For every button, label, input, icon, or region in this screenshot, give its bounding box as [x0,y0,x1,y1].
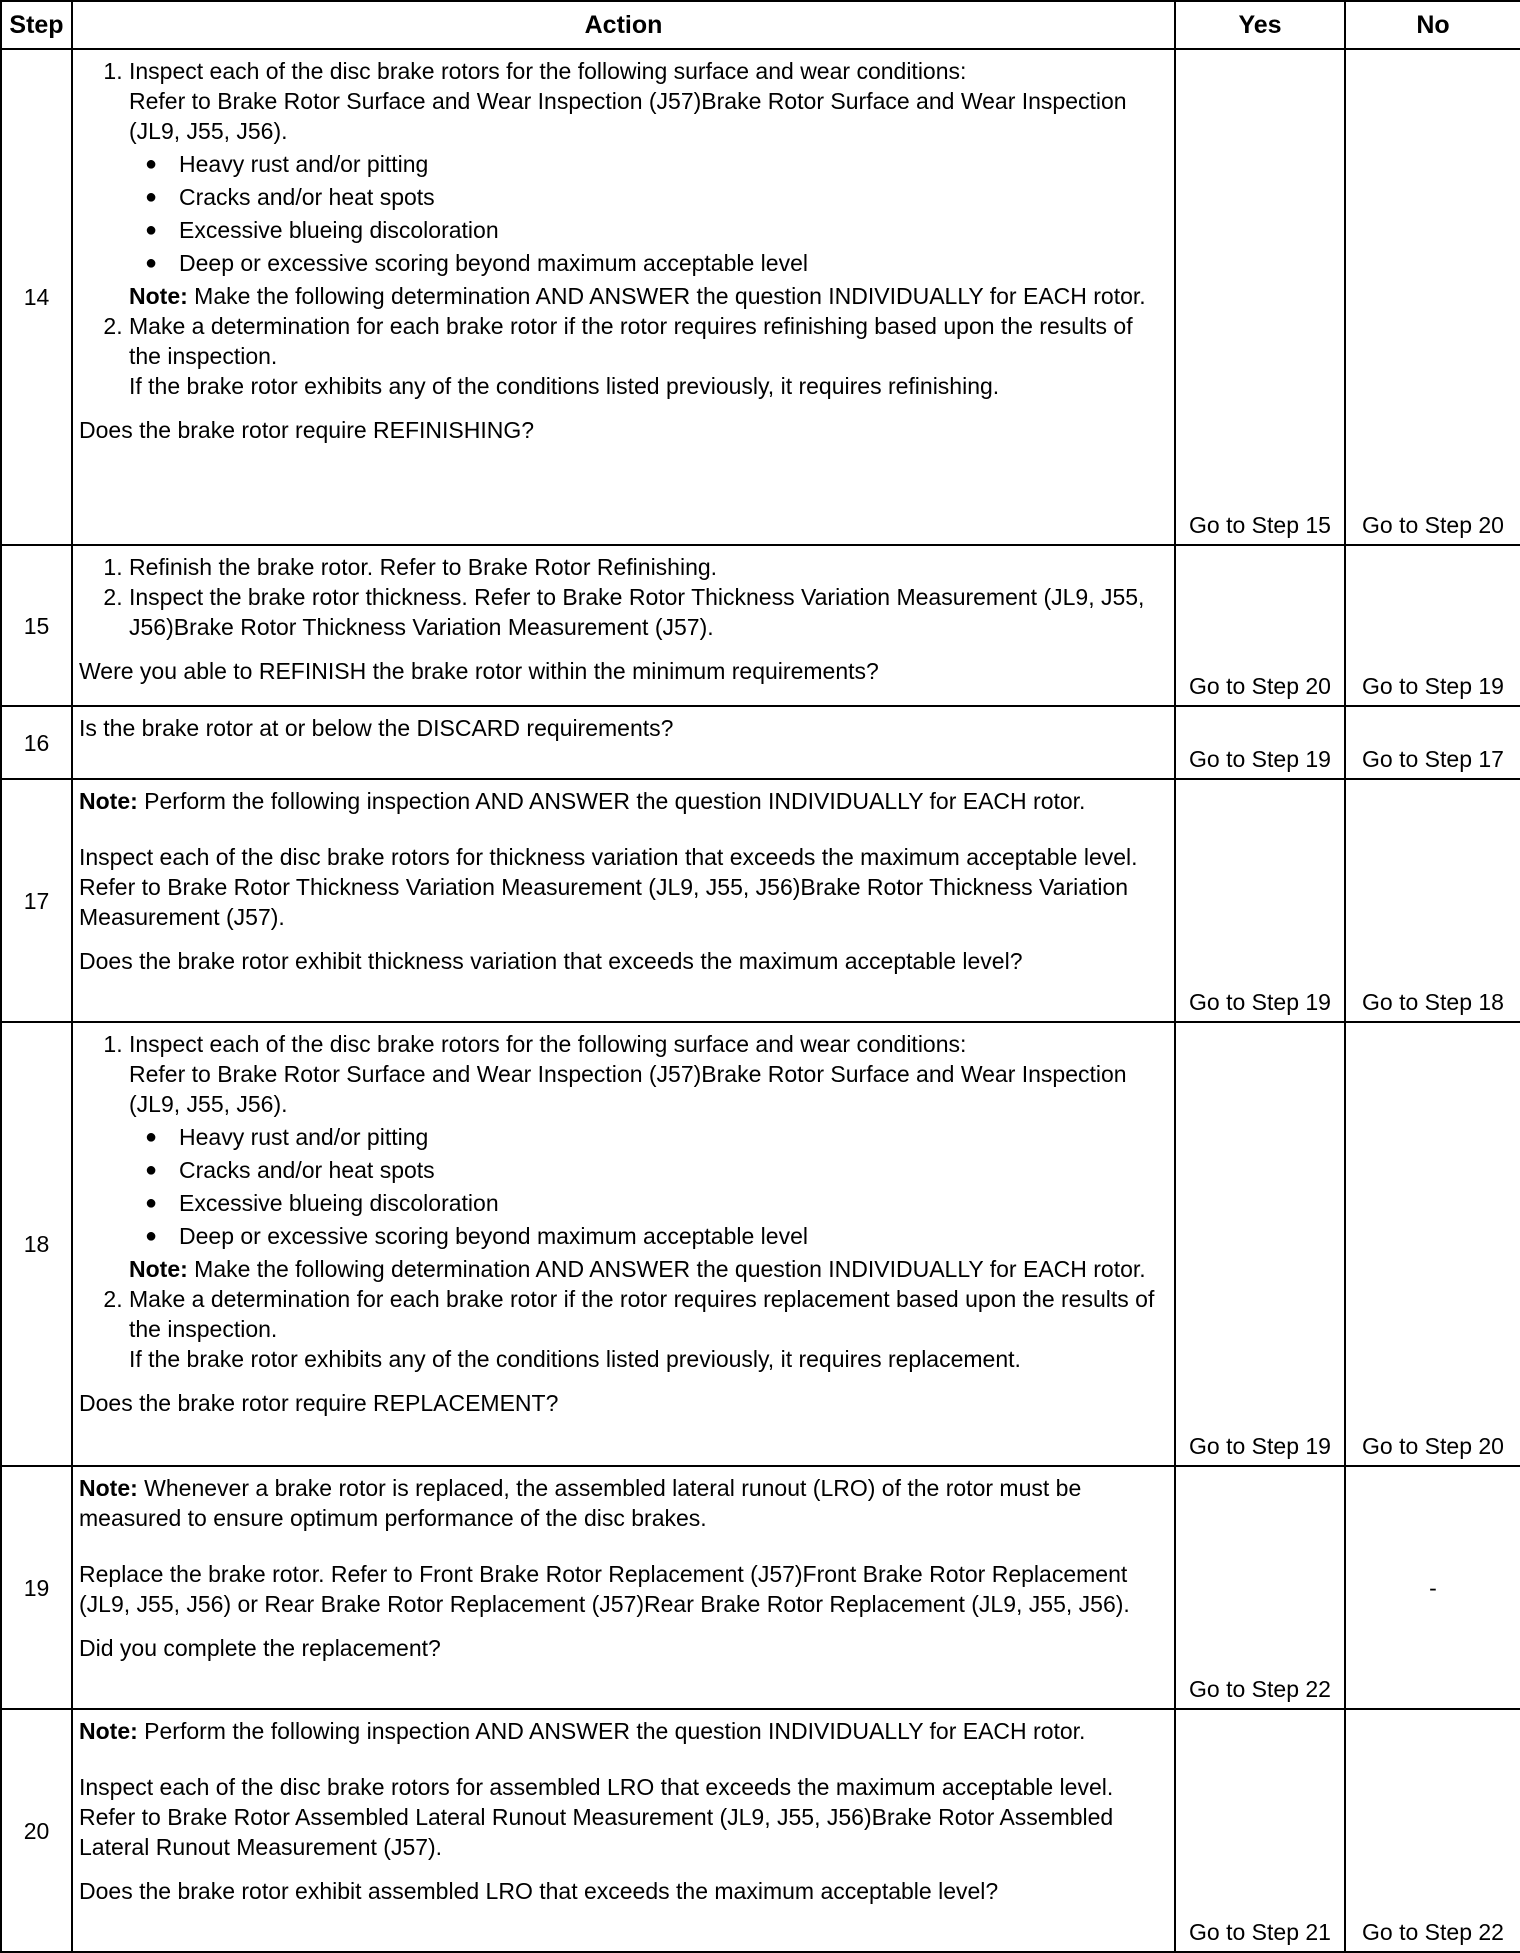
step-number: 17 [1,779,72,1022]
question: Does the brake rotor require REFINISHING? [79,417,535,443]
no-cell: Go to Step 19 [1345,545,1520,706]
step-number: 14 [1,49,72,545]
list-item: 1. Inspect each of the disc brake rotors for the following surface and wear conditions: Refer to Brake Rotor Surface and Wear Inspection (J57)Brake Rotor Surface and Wear Inspection (JL9, J55, J56). ● Heavy rust and/or pitting ● Cracks and/or heat spots ● Excessive blueing discoloration ● Deep or excessive scoring beyond maximum acceptable level Note: Make the following determination AND ANSWER the question INDIVIDUALLY for EACH rotor. [129,1029,1168,1284]
step-row-19 [1,1466,1520,1709]
list-item: ● Cracks and/or heat spots [179,182,1168,212]
header-yes: Yes [1175,1,1345,49]
header-no: No [1345,1,1520,49]
step-number: 15 [1,545,72,706]
note: Note: Make the following determination AND ANSWER the question INDIVIDUALLY for EACH rotor. [129,283,1146,309]
no-cell: Go to Step 22 [1345,1709,1520,1952]
step-row-18 [1,1022,1520,1466]
question: Does the brake rotor require REPLACEMENT? [79,1390,559,1416]
action-cell [72,1022,1175,1466]
header-row [1,1,1520,49]
yes-cell: Go to Step 15 [1175,49,1345,545]
no-cell: Go to Step 17 [1345,706,1520,779]
action-list [79,552,1168,642]
note: Note: Whenever a brake rotor is replaced, the assembled lateral runout (LRO) of the rotor must be measured to ensure optimum performance of the disc brakes. [79,1475,1082,1531]
step-row-14 [1,49,1520,545]
list-item: 2. Make a determination for each brake rotor if the rotor requires replacement based upon the results of the inspection. If the brake rotor exhibits any of the conditions listed previously, it requires replacement. [129,1284,1168,1374]
action-cell [72,706,1175,779]
no-cell: - [1345,1466,1520,1709]
list-item: 2. Make a determination for each brake rotor if the rotor requires refinishing based upon the results of the inspection. If the brake rotor exhibits any of the conditions listed previously, it requires refinishing. [129,311,1168,401]
note: Note: Perform the following inspection AND ANSWER the question INDIVIDUALLY for EACH rotor. [79,1718,1086,1744]
question: Were you able to REFINISH the brake rotor within the minimum requirements? [79,658,879,684]
action-cell [72,49,1175,545]
yes-cell: Go to Step 19 [1175,779,1345,1022]
header-action: Action [72,1,1175,49]
question: Does the brake rotor exhibit assembled LRO that exceeds the maximum acceptable level? [79,1878,999,1904]
list-item: ● Deep or excessive scoring beyond maximum acceptable level [179,248,1168,278]
no-cell: Go to Step 20 [1345,49,1520,545]
question: Does the brake rotor exhibit thickness variation that exceeds the maximum acceptable level? [79,948,1023,974]
step-row-20 [1,1709,1520,1952]
action-cell [72,779,1175,1022]
list-item: ● Heavy rust and/or pitting [179,1122,1168,1152]
list-item: 1. Refinish the brake rotor. Refer to Brake Rotor Refinishing. [129,552,1168,582]
instruction: Inspect each of the disc brake rotors for thickness variation that exceeds the maximum acceptable level. Refer to Brake Rotor Thickness Variation Measurement (JL9, J55, J56)Brake Rotor Thickness Variation Measurement (J57). [79,844,1138,930]
list-item: ● Heavy rust and/or pitting [179,149,1168,179]
step-row-17 [1,779,1520,1022]
list-item: 1. Inspect each of the disc brake rotors for the following surface and wear conditions: Refer to Brake Rotor Surface and Wear Inspection (J57)Brake Rotor Surface and Wear Inspection (JL9, J55, J56). ● Heavy rust and/or pitting ● Cracks and/or heat spots ● Excessive blueing discoloration ● Deep or excessive scoring beyond maximum acceptable level Note: Make the following determination AND ANSWER the question INDIVIDUALLY for EACH rotor. [129,56,1168,311]
list-item: ● Excessive blueing discoloration [179,1188,1168,1218]
list-item: ● Excessive blueing discoloration [179,215,1168,245]
step-row-15 [1,545,1520,706]
no-cell: Go to Step 20 [1345,1022,1520,1466]
step-row-16 [1,706,1520,779]
note: Note: Perform the following inspection AND ANSWER the question INDIVIDUALLY for EACH rotor. [79,788,1086,814]
instruction: Replace the brake rotor. Refer to Front Brake Rotor Replacement (J57)Front Brake Rotor Replacement (JL9, J55, J56) or Rear Brake Rotor Replacement (J57)Rear Brake Rotor Replacement (JL9, J55, J56). [79,1561,1130,1617]
question: Did you complete the replacement? [79,1635,441,1661]
yes-cell: Go to Step 19 [1175,706,1345,779]
step-number: 16 [1,706,72,779]
action-list [79,1029,1168,1374]
list-item: ● Cracks and/or heat spots [179,1155,1168,1185]
header-step: Step [1,1,72,49]
yes-cell: Go to Step 20 [1175,545,1345,706]
condition-list [129,149,1168,278]
no-cell: Go to Step 18 [1345,779,1520,1022]
list-item: 2. Inspect the brake rotor thickness. Refer to Brake Rotor Thickness Variation Measurement (JL9, J55, J56)Brake Rotor Thickness Variation Measurement (J57). [129,582,1168,642]
yes-cell: Go to Step 22 [1175,1466,1345,1709]
question: Is the brake rotor at or below the DISCARD requirements? [79,715,674,741]
action-list [79,56,1168,401]
step-number: 20 [1,1709,72,1952]
step-number: 18 [1,1022,72,1466]
yes-cell: Go to Step 19 [1175,1022,1345,1466]
list-item: ● Deep or excessive scoring beyond maximum acceptable level [179,1221,1168,1251]
condition-list [129,1122,1168,1251]
action-cell [72,1466,1175,1709]
note: Note: Make the following determination AND ANSWER the question INDIVIDUALLY for EACH rotor. [129,1256,1146,1282]
action-cell [72,1709,1175,1952]
yes-cell: Go to Step 21 [1175,1709,1345,1952]
step-number: 19 [1,1466,72,1709]
instruction: Inspect each of the disc brake rotors for assembled LRO that exceeds the maximum acceptable level. Refer to Brake Rotor Assembled Lateral Runout Measurement (JL9, J55, J56)Brake Rotor Assembled Lateral Runout Measurement (J57). [79,1774,1114,1860]
action-cell [72,545,1175,706]
